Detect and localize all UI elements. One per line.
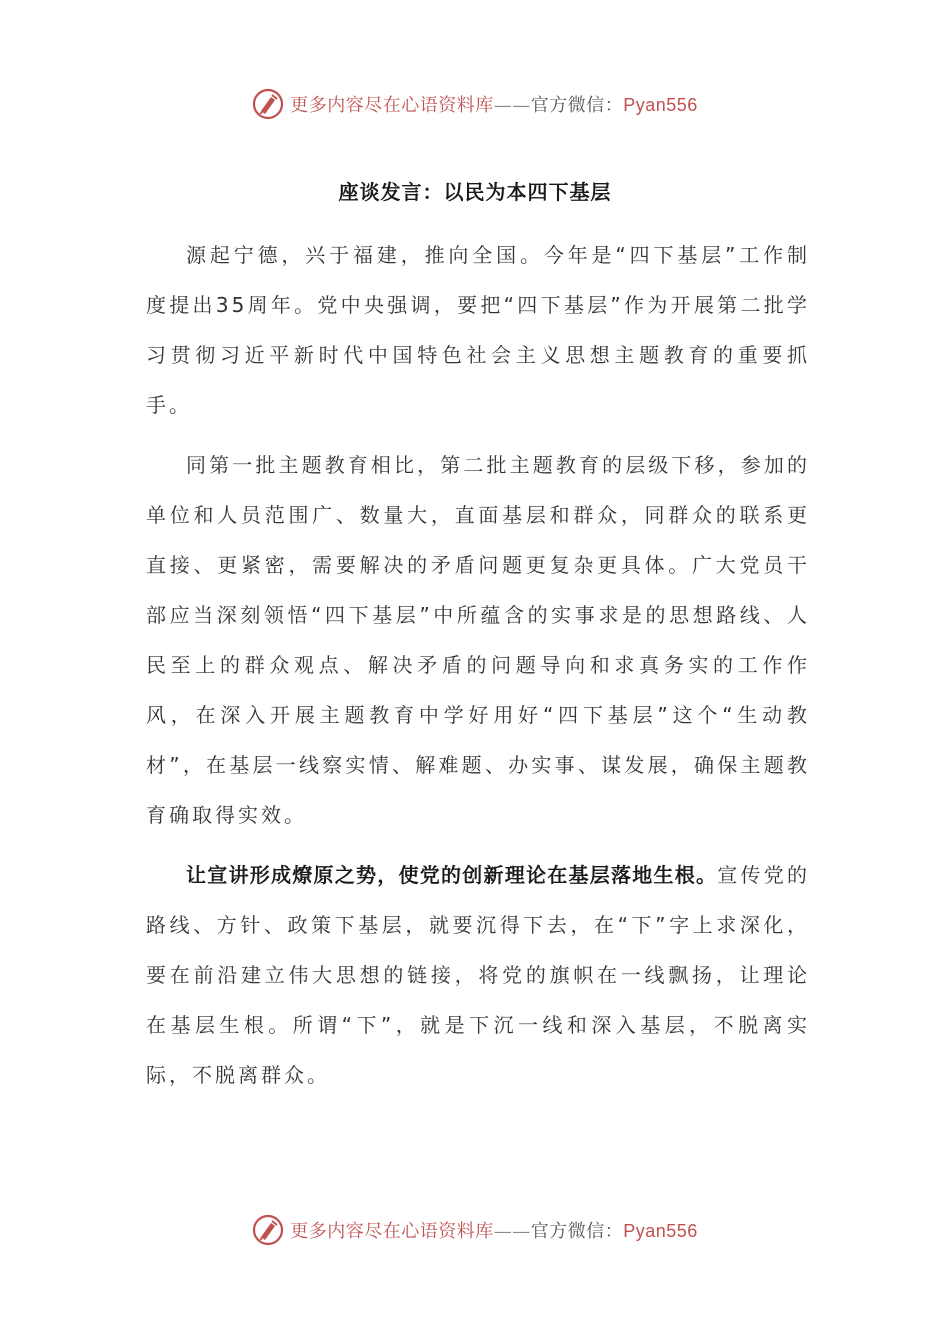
document-title: 座谈发言：以民为本四下基层 xyxy=(338,180,612,204)
footer-wechat-id[interactable]: Pyan556 xyxy=(623,1221,698,1241)
footer-banner[interactable] xyxy=(0,1210,950,1250)
header-banner-text xyxy=(290,91,698,117)
header-separator: —— xyxy=(493,95,531,116)
paragraph-3 xyxy=(146,850,810,1100)
paragraph-1: 源起宁德，兴于福建，推向全国。今年是“四下基层”工作制度提出35周年。党中央强调，要把“四下基层”作为开展第二批学习贯彻习近平新时代中国特色社会主义思想主题教育的重要抓手。 xyxy=(146,243,810,417)
footer-separator: —— xyxy=(493,1221,531,1242)
pen-nib-logo-icon xyxy=(252,88,284,120)
paragraph-2: 同第一批主题教育相比，第二批主题教育的层级下移，参加的单位和人员范围广、数量大，直面基层和群众，同群众的联系更直接、更紧密，需要解决的矛盾问题更复杂更具体。广大党员干部应当深刻领悟“四下基层”中所蕴含的实事求是的思想路线、人民至上的群众观点、解决矛盾的问题导向和求真务实的工作作风，在深入开展主题教育中学好用好“四下基层”这个“生动教材”，在基层一线察实情、解难题、办实事、谋发展，确保主题教育确取得实效。 xyxy=(146,453,810,827)
pen-nib-logo-icon xyxy=(252,1214,284,1246)
footer-banner-text xyxy=(290,1217,698,1243)
header-official-label: 官方微信： xyxy=(530,95,624,116)
header-site-name: 更多内容尽在心语资料库 xyxy=(290,95,494,116)
header-wechat-id[interactable]: Pyan556 xyxy=(623,95,698,115)
paragraph-3-lead-sentence: 让宣讲形成燎原之势，使党的创新理论在基层落地生根。 xyxy=(186,863,718,887)
footer-site-name: 更多内容尽在心语资料库 xyxy=(290,1221,494,1242)
paragraph-3-text: 宣传党的路线、方针、政策下基层，就要沉得下去，在“下”字上求深化，要在前沿建立伟大思想的链接，将党的旗帜在一线飘扬，让理论在基层生根。所谓“下”，就是下沉一线和深入基层，不脱离实际，不脱离群众。 xyxy=(146,863,810,1087)
footer-official-label: 官方微信： xyxy=(530,1221,624,1242)
header-banner[interactable] xyxy=(0,84,950,124)
document-body xyxy=(146,230,810,1110)
